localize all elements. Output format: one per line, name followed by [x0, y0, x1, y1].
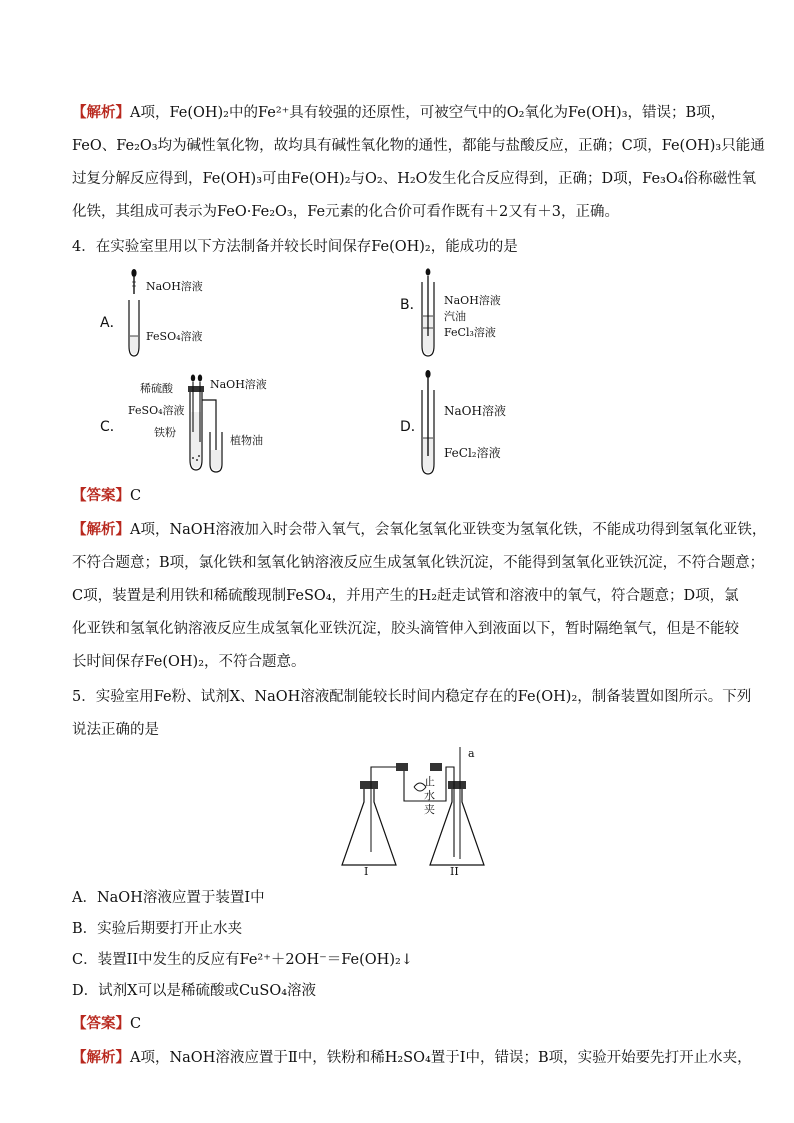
question-4-stem: 4．在实验室里用以下方法制备并较长时间保存Fe(OH)₂，能成功的是 — [72, 239, 518, 255]
question-5-figure — [72, 747, 722, 877]
label-flask-ii: II — [450, 865, 459, 878]
analysis-text: A项，Fe(OH)₂中的Fe²⁺具有较强的还原性，可被空气中的O₂氧化为Fe(OH)₃，错误；B项， — [130, 105, 726, 121]
analysis-line: 化铁，其组成可表示为FeO·Fe₂O₃，Fe元素的化合价可看作既有＋2又有＋3，正确。 — [72, 204, 620, 220]
label-feso4-c: FeSO₄溶液 — [128, 404, 185, 417]
figure-b — [392, 264, 612, 364]
analysis-line — [72, 513, 767, 547]
analysis-line: C项，装置是利用铁和稀硫酸现制FeSO₄，并用产生的H₂赶走试管和溶液中的氧气，符合题意；D项，氯 — [72, 588, 739, 604]
question-5-stem: 说法正确的是 — [72, 722, 159, 738]
figure-a — [72, 264, 272, 364]
label-naoh-d: NaOH溶液 — [444, 404, 506, 418]
test-tube-d — [392, 364, 612, 479]
analysis-line: 长时间保存Fe(OH)₂，不符合题意。 — [72, 654, 306, 670]
figure-d — [392, 364, 612, 479]
option-letter-a: A． — [100, 315, 124, 331]
analysis-line: 过复分解反应得到，Fe(OH)₃可由Fe(OH)₂与O₂、H₂O发生化合反应得到，正确；D项，Fe₃O₄俗称磁性氧 — [72, 171, 757, 187]
page-content — [72, 96, 767, 1075]
question-5-answer — [72, 1007, 722, 1041]
analysis-line: 不符合题意；B项，氯化铁和氢氧化钠溶液反应生成氢氧化铁沉淀，不能得到氢氧化亚铁沉淀，不符合题意； — [72, 555, 765, 571]
label-oil-c: 植物油 — [230, 434, 263, 447]
label-dilute-acid-c: 稀硫酸 — [140, 382, 173, 395]
label-iron-powder-c: 铁粉 — [154, 426, 176, 439]
label-flask-i: I — [364, 865, 369, 878]
option-d: D．试剂X可以是稀硫酸或CuSO₄溶液 — [72, 983, 317, 999]
analysis-tag: 【解析】 — [72, 104, 130, 121]
answer-value: C — [130, 488, 142, 504]
label-clamp: 夹 — [424, 803, 435, 816]
label-feso4-a: FeSO₄溶液 — [146, 330, 203, 343]
analysis-text: A项，NaOH溶液加入时会带入氧气，会氧化氢氧化亚铁变为氢氧化铁，不能成功得到氢氧化亚铁， — [130, 522, 767, 538]
question-4-figures — [72, 264, 722, 479]
test-tube-b — [392, 264, 612, 364]
analysis-line — [72, 96, 726, 130]
option-a: A．NaOH溶液应置于装置I中 — [72, 890, 265, 906]
option-c: C．装置II中发生的反应有Fe²⁺＋2OH⁻＝Fe(OH)₂↓ — [72, 952, 413, 968]
answer-value: C — [130, 1016, 142, 1032]
option-letter-d: D． — [400, 419, 425, 435]
label-a: a — [468, 747, 475, 760]
analysis-tag: 【解析】 — [72, 521, 130, 538]
label-naoh-b: NaOH溶液 — [444, 294, 501, 307]
option-letter-c: C． — [100, 419, 124, 435]
question-4-answer — [72, 479, 722, 513]
figure-c — [72, 372, 332, 482]
label-fecl3-b: FeCl₃溶液 — [444, 326, 496, 339]
label-naoh-a: NaOH溶液 — [146, 280, 203, 293]
analysis-text: A项，NaOH溶液应置于Ⅱ中，铁粉和稀H₂SO₄置于Ⅰ中，错误；B项，实验开始要先打开止水夹， — [130, 1050, 752, 1066]
label-naoh-c: NaOH溶液 — [210, 378, 267, 391]
analysis-tag: 【解析】 — [72, 1049, 130, 1066]
label-clamp: 止 — [424, 775, 435, 788]
analysis-line: FeO、Fe₂O₃均为碱性氧化物，故均具有碱性氧化物的通性，都能与盐酸反应，正确；C项，Fe(OH)₃只能通 — [72, 138, 765, 154]
label-clamp: 水 — [424, 789, 435, 802]
label-gasoline-b: 汽油 — [444, 310, 466, 323]
apparatus-c — [72, 372, 332, 482]
analysis-line: 化亚铁和氢氧化钠溶液反应生成氢氧化亚铁沉淀，胶头滴管伸入到液面以下，暂时隔绝氧气，但是不能较 — [72, 621, 739, 637]
answer-tag: 【答案】 — [72, 1015, 130, 1032]
option-letter-b: B． — [400, 297, 424, 313]
answer-tag: 【答案】 — [72, 487, 130, 504]
label-fecl2-d: FeCl₂溶液 — [444, 446, 501, 460]
analysis-line — [72, 1041, 752, 1075]
question-5-stem: 5．实验室用Fe粉、试剂X、NaOH溶液配制能较长时间内稳定存在的Fe(OH)₂，制备装置如图所示。下列 — [72, 689, 752, 705]
option-b: B．实验后期要打开止水夹 — [72, 921, 243, 937]
